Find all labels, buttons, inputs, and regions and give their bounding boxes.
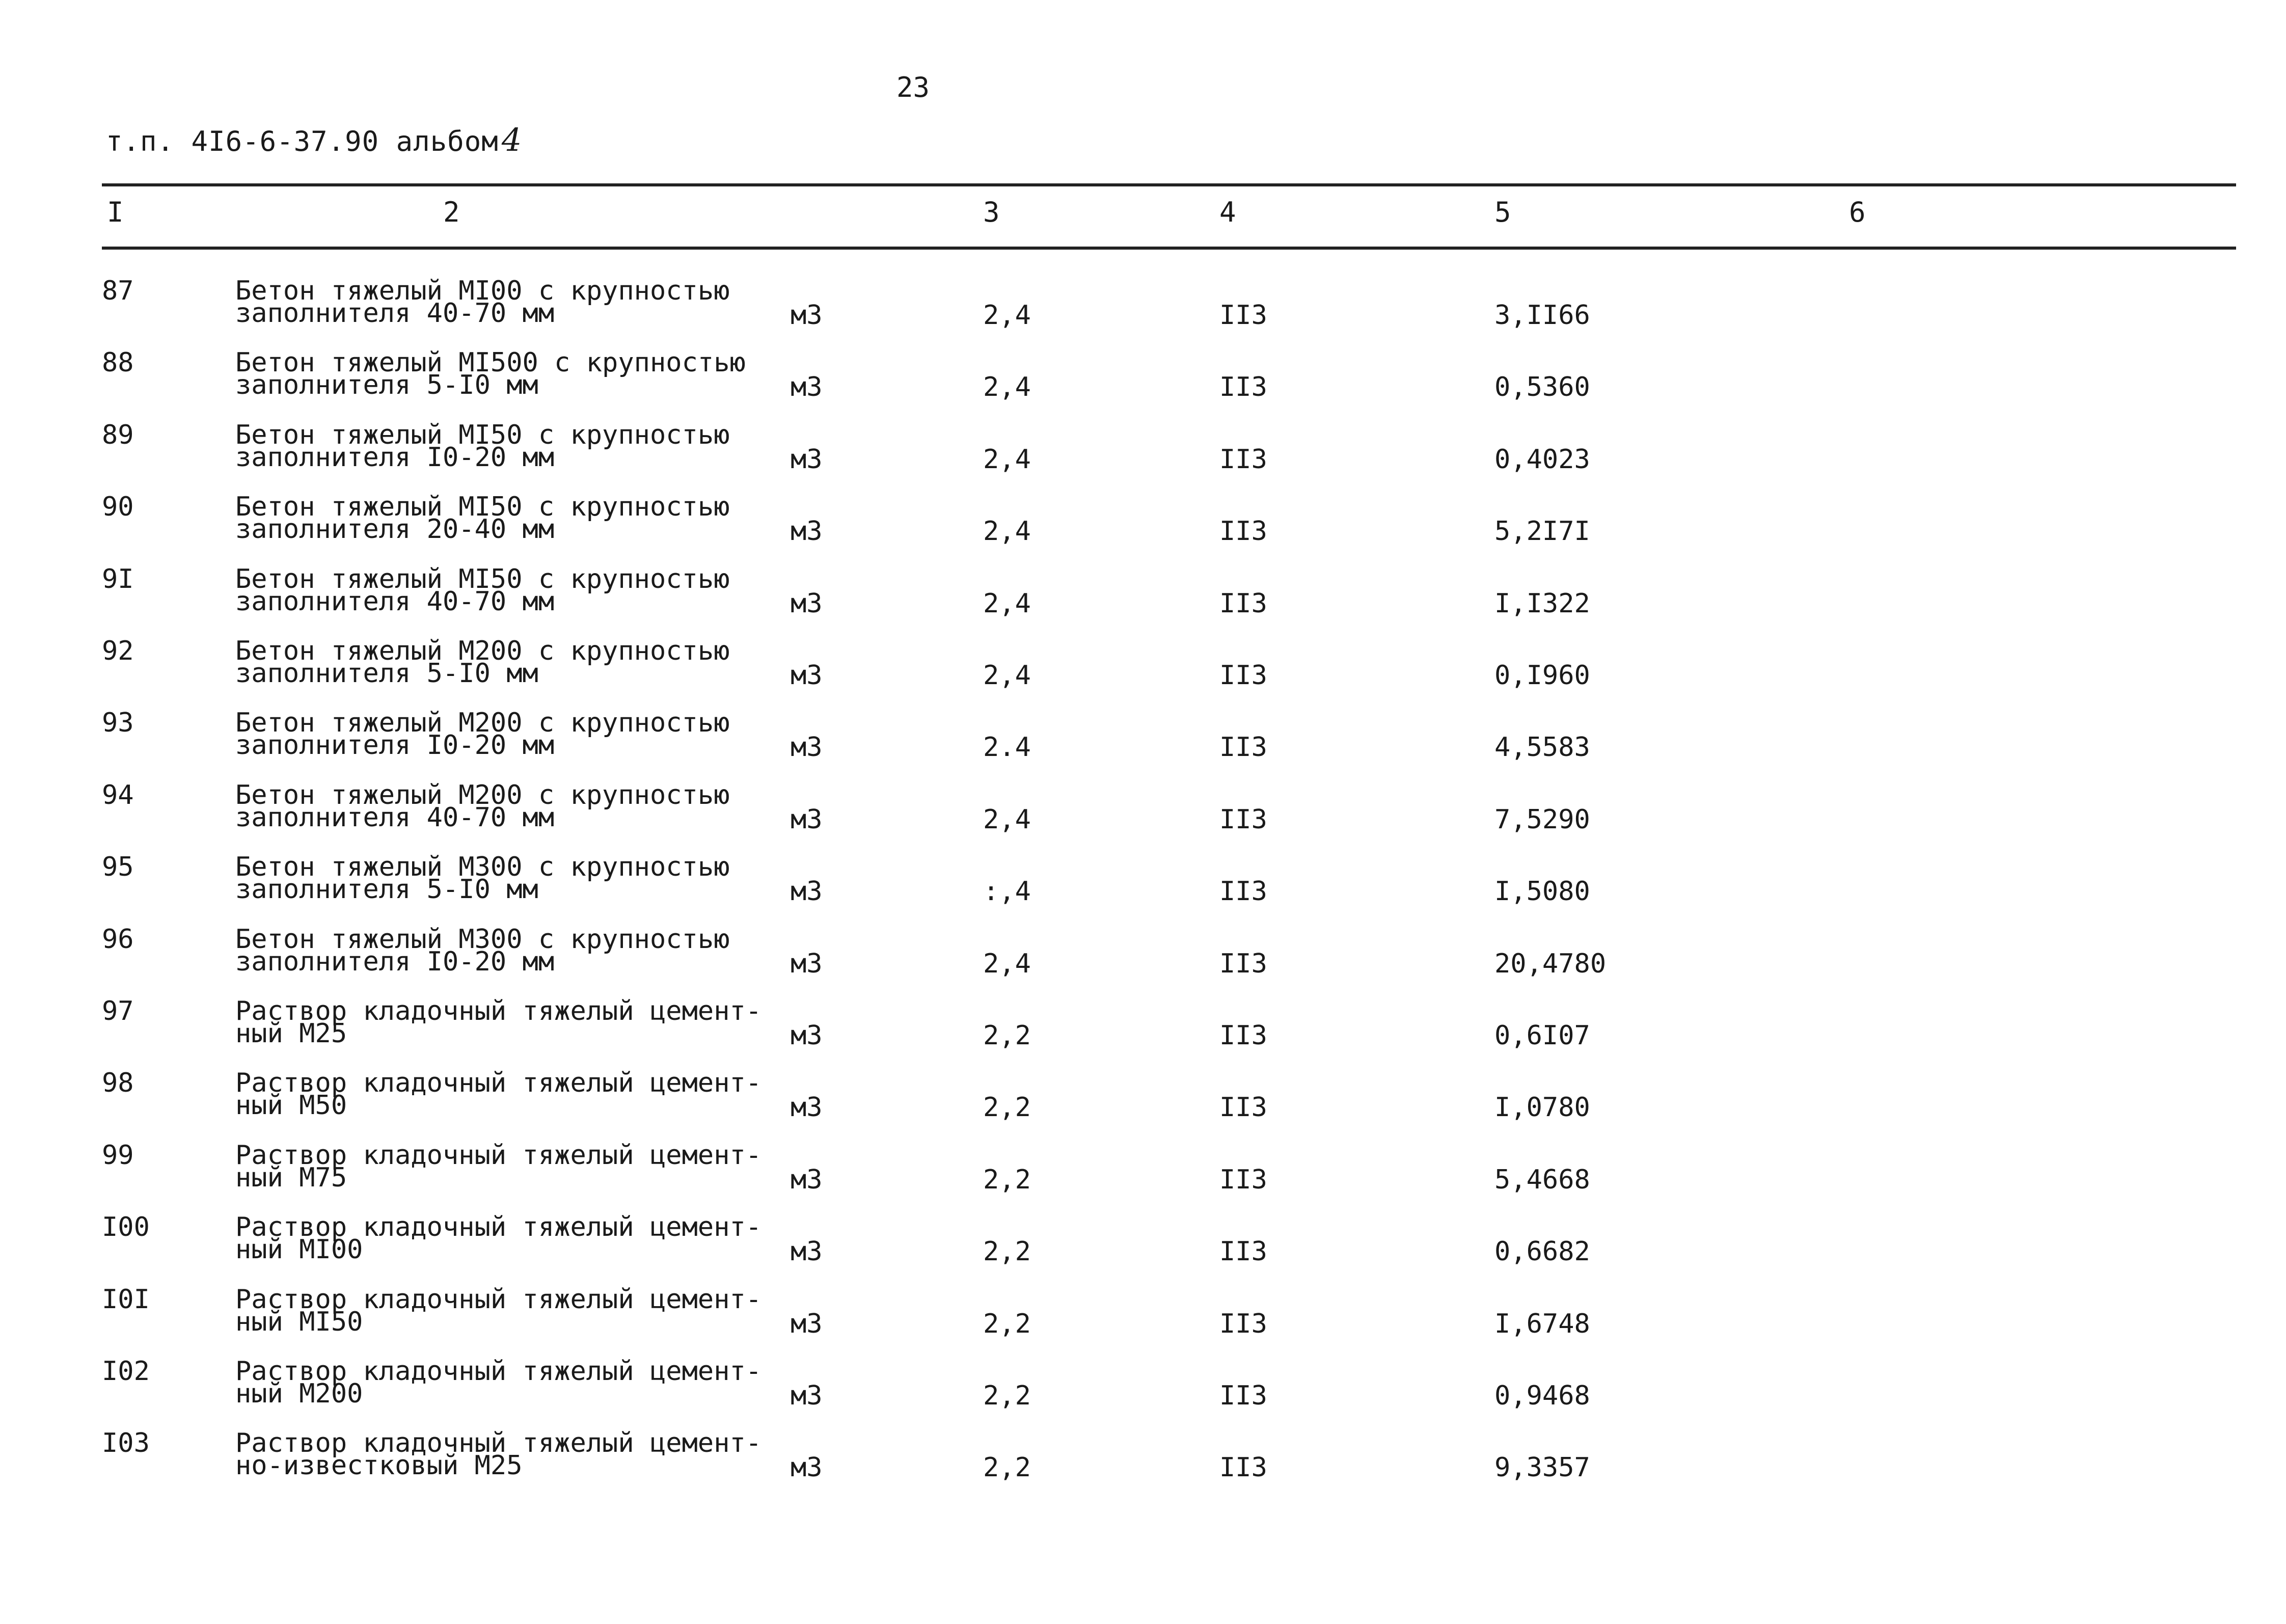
- material-name-line2: но-известковый М25: [235, 1450, 523, 1481]
- value-col5: I,5080: [1494, 876, 1590, 907]
- table-row: [0, 636, 2286, 711]
- row-number: 97: [102, 996, 134, 1026]
- page-number: 23: [896, 71, 930, 103]
- row-number: 99: [102, 1140, 134, 1171]
- value-col5: 9,3357: [1494, 1452, 1590, 1483]
- value-col4: II3: [1219, 444, 1267, 475]
- value-col3: 2,2: [983, 1308, 1031, 1339]
- value-col3: 2,2: [983, 1381, 1031, 1411]
- table-header-rule: [102, 247, 2236, 250]
- unit: м3: [791, 444, 823, 475]
- value-col4: II3: [1219, 732, 1267, 763]
- row-number: I0I: [102, 1284, 150, 1315]
- value-col4: II3: [1219, 1381, 1267, 1411]
- unit: м3: [791, 372, 823, 403]
- row-number: 92: [102, 636, 134, 666]
- value-col3: 2,4: [983, 660, 1031, 691]
- table-row: [0, 852, 2286, 927]
- unit: м3: [791, 660, 823, 691]
- value-col5: 0,5360: [1494, 372, 1590, 403]
- value-col4: II3: [1219, 1236, 1267, 1267]
- material-name-line1: Бетон тяжелый М200 с крупностью: [235, 708, 730, 739]
- value-col5: 0,I960: [1494, 660, 1590, 691]
- value-col3: 2,4: [983, 372, 1031, 403]
- material-name-line1: Раствор кладочный тяжелый цемент-: [235, 1068, 762, 1099]
- unit: м3: [791, 1092, 823, 1123]
- value-col4: II3: [1219, 588, 1267, 619]
- row-number: I00: [102, 1212, 150, 1243]
- value-col3: 2,2: [983, 1020, 1031, 1051]
- value-col3: 2,2: [983, 1092, 1031, 1123]
- material-name-line1: Раствор кладочный тяжелый цемент-: [235, 1428, 762, 1459]
- row-number: 88: [102, 347, 134, 378]
- value-col4: II3: [1219, 300, 1267, 331]
- document-code: т.п. 4I6-6-37.90 альбом: [106, 125, 499, 157]
- material-name-line2: заполнителя I0-20 мм: [235, 946, 555, 977]
- table-row: [0, 492, 2286, 566]
- material-name-line1: Раствор кладочный тяжелый цемент-: [235, 1140, 762, 1171]
- material-name-line1: Раствор кладочный тяжелый цемент-: [235, 1212, 762, 1243]
- value-col4: II3: [1219, 1164, 1267, 1195]
- value-col5: 0,6I07: [1494, 1020, 1590, 1051]
- unit: м3: [791, 1236, 823, 1267]
- value-col3: 2,4: [983, 444, 1031, 475]
- unit: м3: [791, 300, 823, 331]
- table-row: [0, 1284, 2286, 1359]
- row-number: 93: [102, 708, 134, 739]
- value-col3: :,4: [983, 876, 1031, 907]
- value-col5: 4,5583: [1494, 732, 1590, 763]
- material-name-line2: ный М50: [235, 1090, 347, 1121]
- table-row: [0, 779, 2286, 855]
- row-number: 98: [102, 1068, 134, 1099]
- material-name-line2: заполнителя 20-40 мм: [235, 514, 555, 545]
- album-number: 4: [501, 121, 523, 158]
- value-col3: 2,4: [983, 588, 1031, 619]
- row-number: 90: [102, 492, 134, 523]
- value-col4: II3: [1219, 660, 1267, 691]
- material-name-line1: Бетон тяжелый МI00 с крупностью: [235, 276, 730, 306]
- column-header-1: I: [107, 196, 124, 228]
- table-row: [0, 1140, 2286, 1215]
- value-col5: 0,4023: [1494, 444, 1590, 475]
- unit: м3: [791, 732, 823, 763]
- table-row: [0, 1068, 2286, 1143]
- value-col5: 5,2I7I: [1494, 516, 1590, 547]
- value-col4: II3: [1219, 1092, 1267, 1123]
- value-col5: 20,4780: [1494, 948, 1607, 979]
- table-row: [0, 276, 2286, 350]
- value-col4: II3: [1219, 516, 1267, 547]
- material-name-line2: ный М75: [235, 1162, 347, 1193]
- material-name-line2: ный МI50: [235, 1306, 363, 1337]
- unit: м3: [791, 516, 823, 547]
- value-col4: II3: [1219, 804, 1267, 835]
- unit: м3: [791, 588, 823, 619]
- material-name-line2: заполнителя I0-20 мм: [235, 730, 555, 761]
- value-col3: 2,4: [983, 804, 1031, 835]
- row-number: I03: [102, 1428, 150, 1459]
- table-row: [0, 1428, 2286, 1503]
- value-col3: 2.4: [983, 732, 1031, 763]
- value-col5: 0,9468: [1494, 1381, 1590, 1411]
- material-name-line1: Бетон тяжелый МI50 с крупностью: [235, 419, 730, 450]
- unit: м3: [791, 1308, 823, 1339]
- material-name-line2: заполнителя I0-20 мм: [235, 442, 555, 473]
- material-name-line1: Бетон тяжелый М300 с крупностью: [235, 852, 730, 883]
- value-col4: II3: [1219, 1020, 1267, 1051]
- value-col4: II3: [1219, 1308, 1267, 1339]
- table-row: [0, 996, 2286, 1071]
- table-row: [0, 1356, 2286, 1431]
- table-row: [0, 924, 2286, 999]
- unit: м3: [791, 804, 823, 835]
- material-name-line1: Бетон тяжелый МI50 с крупностью: [235, 492, 730, 523]
- material-name-line2: заполнителя 40-70 мм: [235, 802, 555, 833]
- column-header-2: 2: [443, 196, 460, 228]
- material-name-line1: Бетон тяжелый МI50 с крупностью: [235, 563, 730, 594]
- value-col3: 2,2: [983, 1452, 1031, 1483]
- material-name-line2: заполнителя 40-70 мм: [235, 298, 555, 329]
- material-name-line1: Раствор кладочный тяжелый цемент-: [235, 996, 762, 1026]
- row-number: 94: [102, 779, 134, 810]
- material-name-line2: заполнителя 5-I0 мм: [235, 370, 538, 401]
- unit: м3: [791, 1164, 823, 1195]
- material-name-line1: Бетон тяжелый М300 с крупностью: [235, 924, 730, 955]
- row-number: I02: [102, 1356, 150, 1387]
- material-name-line1: Раствор кладочный тяжелый цемент-: [235, 1356, 762, 1387]
- row-number: 96: [102, 924, 134, 955]
- unit: м3: [791, 1381, 823, 1411]
- unit: м3: [791, 1452, 823, 1483]
- table-row: [0, 563, 2286, 639]
- row-number: 95: [102, 852, 134, 883]
- value-col5: 5,4668: [1494, 1164, 1590, 1195]
- value-col4: II3: [1219, 1452, 1267, 1483]
- value-col3: 2,4: [983, 300, 1031, 331]
- table-top-rule: [102, 183, 2236, 186]
- value-col4: II3: [1219, 876, 1267, 907]
- table-row: [0, 419, 2286, 495]
- material-name-line1: Раствор кладочный тяжелый цемент-: [235, 1284, 762, 1315]
- unit: м3: [791, 876, 823, 907]
- row-number: 87: [102, 276, 134, 306]
- material-name-line2: ный М200: [235, 1378, 363, 1409]
- row-number: 9I: [102, 563, 134, 594]
- material-name-line1: Бетон тяжелый М200 с крупностью: [235, 636, 730, 666]
- column-header-3: 3: [983, 196, 1000, 228]
- column-header-6: 6: [1849, 196, 1866, 228]
- unit: м3: [791, 948, 823, 979]
- column-header-5: 5: [1494, 196, 1511, 228]
- table-row: [0, 347, 2286, 422]
- value-col5: I,0780: [1494, 1092, 1590, 1123]
- value-col5: 0,6682: [1494, 1236, 1590, 1267]
- material-name-line2: ный МI00: [235, 1234, 363, 1265]
- document-reference: [106, 121, 522, 158]
- value-col3: 2,2: [983, 1236, 1031, 1267]
- value-col5: 7,5290: [1494, 804, 1590, 835]
- material-name-line1: Бетон тяжелый М200 с крупностью: [235, 779, 730, 810]
- unit: м3: [791, 1020, 823, 1051]
- value-col3: 2,4: [983, 948, 1031, 979]
- row-number: 89: [102, 419, 134, 450]
- value-col3: 2,4: [983, 516, 1031, 547]
- value-col5: I,6748: [1494, 1308, 1590, 1339]
- value-col4: II3: [1219, 372, 1267, 403]
- table-row: [0, 1212, 2286, 1287]
- material-name-line2: заполнителя 5-I0 мм: [235, 658, 538, 689]
- material-name-line2: заполнителя 40-70 мм: [235, 586, 555, 617]
- value-col5: I,I322: [1494, 588, 1590, 619]
- material-name-line1: Бетон тяжелый МI500 с крупностью: [235, 347, 746, 378]
- material-name-line2: ный М25: [235, 1018, 347, 1049]
- value-col5: 3,II66: [1494, 300, 1590, 331]
- material-name-line2: заполнителя 5-I0 мм: [235, 874, 538, 905]
- table-row: [0, 708, 2286, 782]
- value-col3: 2,2: [983, 1164, 1031, 1195]
- value-col4: II3: [1219, 948, 1267, 979]
- column-header-4: 4: [1219, 196, 1236, 228]
